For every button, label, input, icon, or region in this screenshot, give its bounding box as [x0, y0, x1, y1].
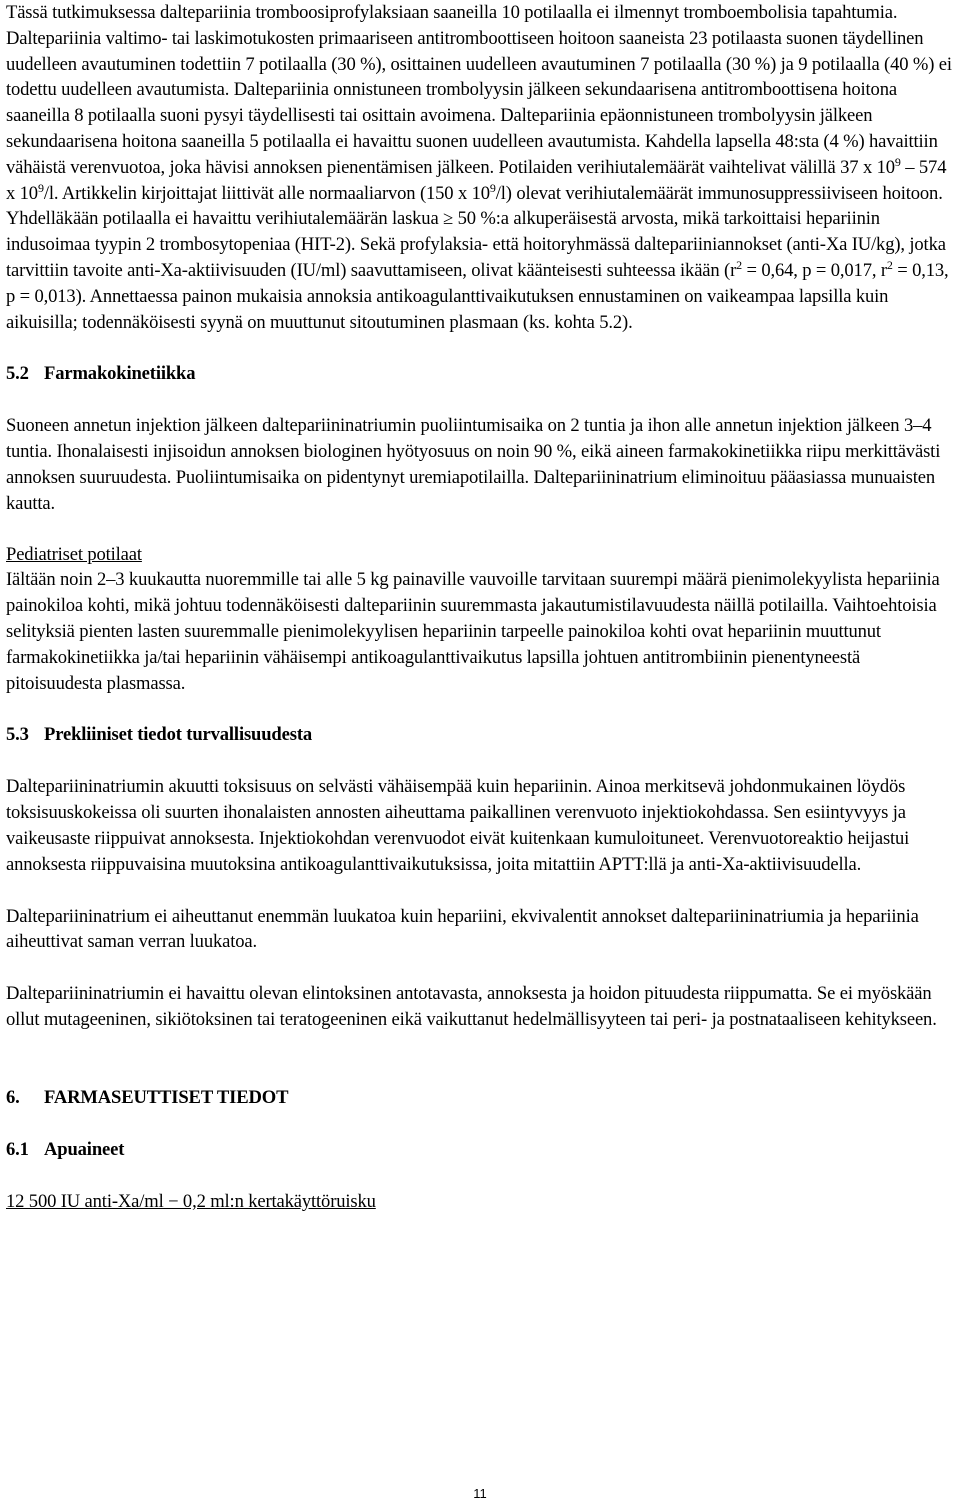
- intro-text-4: /l) olevat verihiutalemäärät immunosuppressiiviseen hoitoon. Yhdelläkään potilaalla ei havaittu verihiutalemäärän laskua ≥ 50 %:a alkuperäisestä arvosta, mikä tarkoittaisi hepariinin indusoimaa tyypin 2 trombosytopeniaa (HIT-2). Sekä profylaksia- että hoitoryhmässä daltepariiniannokset (anti-Xa IU/kg), jotka tarvittiin tavoite anti-Xa-aktiivisuuden (IU/ml) saavuttamiseen, olivat käänteisesti suhteessa ikään (r: [6, 182, 946, 281]
- mutagenicity-paragraph: Daltepariininatriumin ei havaittu olevan elintoksinen antotavasta, annoksesta ja hoidon pituudesta riippumatta. Se ei myöskään ollut mutageeninen, sikiötoksinen tai teratogeeninen eikä vaikuttanut hedelmällisyyteen tai peri- ja postnataaliseen kehitykseen.: [6, 983, 937, 1030]
- superscript: 9: [489, 180, 496, 195]
- intro-text-3: /l. Artikkelin kirjoittajat liittivät alle normaaliarvon (150 x 10: [43, 182, 490, 204]
- section-title: Apuaineet: [44, 1138, 125, 1160]
- superscript: 2: [886, 257, 893, 272]
- section-number: 6.1: [6, 1138, 29, 1160]
- document-page: [6, 0, 956, 1215]
- pediatric-subheading: Pediatriset potilaat: [6, 543, 142, 565]
- pediatric-paragraph: Iältään noin 2–3 kuukautta nuoremmille tai alle 5 kg painaville vauvoille tarvitaan suurempi määrä pienimolekyylista hepariinia painokiloa kohti, mikä johtuu todennäköisesti daltepariinin suuremmasta jakautumistilavuudesta näillä potilailla. Vaihtoehtoisia selityksiä pienten lasten suuremmalle pienimolekyylisen hepariinin tarpeelle painokiloa kohti ovat hepariinin muuttunut farmakokinetiikka ja/tai hepariinin vähäisempi antikoagulanttivaikutus lapsilla johtuen antitrombiinin pienentyneestä pitoisuudesta plasmassa.: [6, 569, 940, 694]
- section-number: 6.: [6, 1086, 20, 1108]
- intro-text-5: = 0,64, p = 0,017, r: [742, 259, 887, 281]
- superscript: 2: [736, 257, 743, 272]
- section-heading-6-1: [6, 1137, 956, 1163]
- section-heading-5-2: [6, 361, 956, 387]
- intro-text-1: Tässä tutkimuksessa daltepariinia tromboosiprofylaksiaan saaneilla 10 potilaalla ei ilmennyt tromboembolisia tapahtumia. Daltepariinia valtimo- tai laskimotukosten primaariseen antitromboottiseen hoitoon saaneista 23 potilaasta suonen täydellinen uudelleen avautuminen todettiin 7 potilaalla (30 %), osittainen uudelleen avautuminen 7 potilaalla (30 %) ja 9 potilaalla (40 %) ei todettu uudelleen avautumista. Daltepariinia onnistuneen trombolyysin jälkeen sekundaarisena antitromboottisena hoitona saaneilla 8 potilaalla suoni pysyi täydellisesti tai osittain avoimena. Daltepariinia epäonnistuneen trombolyysin jälkeen sekundaarisena hoitona saaneilla 5 potilaalla ei havaittu suonen uudelleen avautumista. Kahdella lapsella 48:sta (4 %) havaittiin vähäistä verenvuotoa, joka hävisi annoksen pienentämisen jälkeen. Potilaiden verihiutalemäärät vaihtelivat välillä 37 x 10: [6, 2, 952, 178]
- intro-paragraph: [6, 0, 956, 335]
- section-number: 5.3: [6, 724, 29, 746]
- intro-text-6: = 0,13, p = 0,013). Annettaessa painon mukaisia annoksia antikoagulanttivaikutuksen ennustaminen on vaikeampaa lapsilla kuin aikuisilla; todennäköisesti syynä on muuttunut sitoutuminen plasmaan (ks. kohta 5.2).: [6, 259, 949, 333]
- pharmacokinetics-paragraph: Suoneen annetun injektion jälkeen daltepariininatriumin puoliintumisaika on 2 tuntia ja ihon alle annetun injektion jälkeen 3–4 tuntia. Ihonalaisesti injisoidun annoksen biologinen hyötyosuus on noin 90 %, eikä aineen farmakokinetiikka riipu merkittävästi annoksen suuruudesta. Puoliintumisaika on pidentynyt uremiapotilailla. Daltepariininatrium eliminoituu pääasiassa munuaisten kautta.: [6, 415, 941, 514]
- section-title: Farmakokinetiikka: [44, 363, 196, 385]
- section-heading-6: [6, 1085, 956, 1111]
- section-heading-5-3: [6, 722, 956, 748]
- bone-loss-paragraph: Daltepariininatrium ei aiheuttanut enemmän luukatoa kuin hepariini, ekvivalentit annokset daltepariininatriumia ja hepariinia aiheuttivat saman verran luukatoa.: [6, 905, 919, 953]
- page-number: 11: [473, 1486, 487, 1501]
- toxicity-paragraph: Daltepariininatriumin akuutti toksisuus on selvästi vähäisempää kuin hepariinin. Ainoa merkitsevä johdonmukainen löydös toksisuuskokeissa oli suurten ihonalaisten annosten aiheuttama paikallinen verenvuoto injektiokohdassa. Sen esiintyvyys ja vaikeusaste riippuivat annoksesta. Injektiokohdan verenvuodot eivät kuitenkaan kumuloituneet. Verenvuotoreaktio heijastui annoksesta riippuvaisina muutoksina antikoagulanttivaikutuksissa, joita mitattiin APTT:llä ja anti-Xa-aktiivisuudella.: [6, 776, 910, 875]
- superscript: 9: [894, 154, 901, 169]
- intro-text-2: – 574 x 10: [6, 156, 947, 204]
- section-title: FARMASEUTTISET TIEDOT: [44, 1086, 289, 1108]
- section-number: 5.2: [6, 363, 29, 385]
- product-name: 12 500 IU anti-Xa/ml − 0,2 ml:n kertakäyttöruisku: [6, 1190, 376, 1212]
- superscript: 9: [37, 180, 44, 195]
- section-title: Prekliiniset tiedot turvallisuudesta: [44, 724, 313, 746]
